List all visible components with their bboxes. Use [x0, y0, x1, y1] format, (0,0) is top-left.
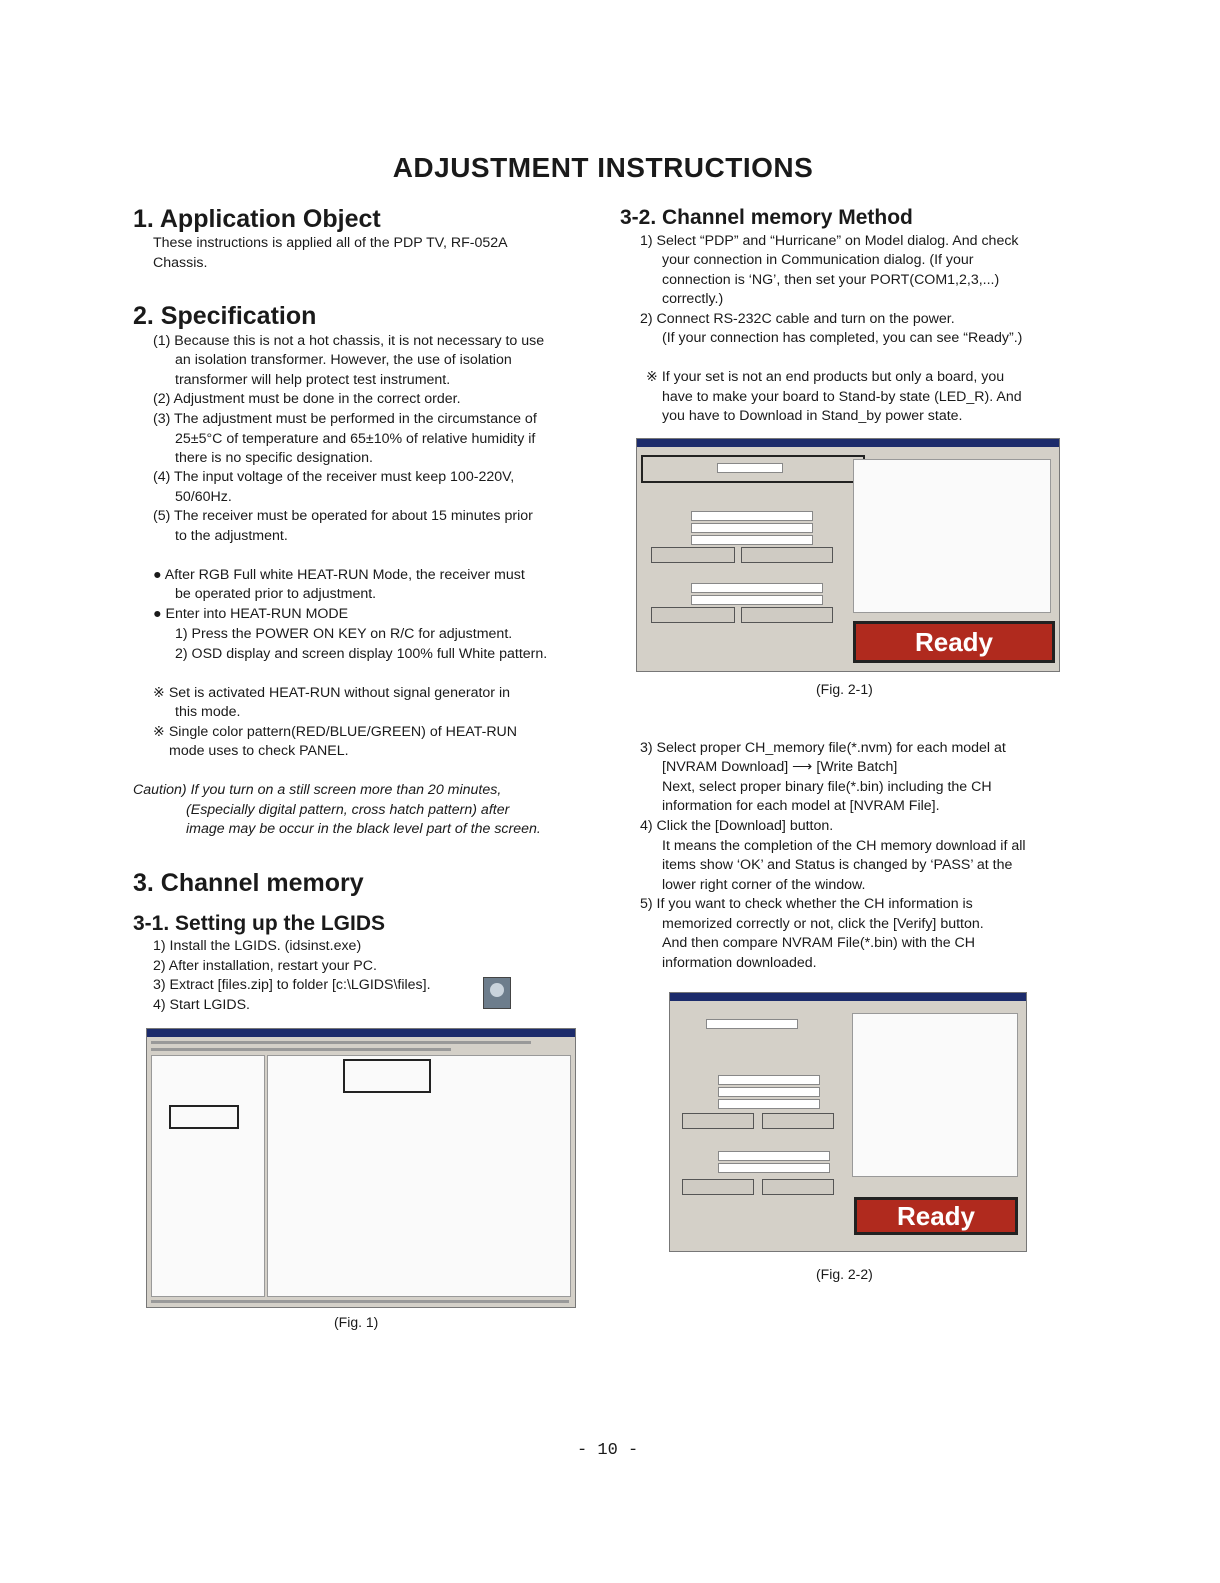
method-note-line: you have to Download in Stand_by power state. — [662, 408, 963, 424]
toolbar — [151, 1048, 451, 1051]
section-1-heading: 1. Application Object — [133, 205, 381, 233]
note-line: ※ Single color pattern(RED/BLUE/GREEN) of HEAT-RUN — [153, 724, 518, 740]
figure-2-2-caption: (Fig. 2-2) — [816, 1266, 873, 1282]
setup-line: 4) Start LGIDS. — [153, 997, 250, 1013]
figure-2-1-screenshot — [636, 438, 1060, 672]
step-line: Next, select proper binary file(*.bin) including the CH — [662, 779, 992, 795]
tree-pane — [151, 1055, 265, 1297]
spec-line: (5) The receiver must be operated for about 15 minutes prior — [153, 508, 533, 524]
model-field — [717, 463, 783, 473]
spec-line: (1) Because this is not a hot chassis, it is not necessary to use — [153, 333, 545, 349]
method-note-line: have to make your board to Stand-by state (LED_R). And — [662, 389, 1022, 405]
step-line: 3) Select proper CH_memory file(*.nvm) for each model at — [640, 740, 1006, 756]
spec-line: 25±5°C of temperature and 65±10% of relative humidity if — [175, 431, 536, 447]
caution-line: (Especially digital pattern, cross hatch pattern) after — [186, 802, 510, 818]
spec-line: (3) The adjustment must be performed in the circumstance of — [153, 411, 537, 427]
step-line: information downloaded. — [662, 955, 817, 971]
ready-indicator: Ready — [854, 1197, 1018, 1235]
section-3-2-heading: 3-2. Channel memory Method — [620, 206, 913, 229]
step-line: It means the completion of the CH memory download if all — [662, 838, 1026, 854]
spec-line: (2) Adjustment must be done in the correct order. — [153, 391, 461, 407]
section-1-line-1: These instructions is applied all of the PDP TV, RF-052A — [153, 235, 508, 251]
bullet-line: ● After RGB Full white HEAT-RUN Mode, the receiver must — [153, 567, 525, 583]
step-line: [NVRAM Download] ⟶ [Write Batch] — [662, 759, 898, 775]
section-3-heading: 3. Channel memory — [133, 869, 364, 897]
setup-line: 2) After installation, restart your PC. — [153, 958, 377, 974]
file-field — [718, 1163, 830, 1173]
file-field — [691, 523, 813, 533]
bullet-line: ● Enter into HEAT-RUN MODE — [153, 606, 349, 622]
step-line: And then compare NVRAM File(*.bin) with the CH — [662, 935, 976, 951]
note-line: this mode. — [175, 704, 241, 720]
file-field — [718, 1099, 820, 1109]
file-field — [691, 595, 823, 605]
file-field — [691, 583, 823, 593]
method-line: correctly.) — [662, 291, 724, 307]
verify-button — [762, 1113, 834, 1129]
note-line: ※ Set is activated HEAT-RUN without signal generator in — [153, 685, 511, 701]
highlight-box — [169, 1105, 239, 1129]
caution-line: Caution) If you turn on a still screen more than 20 minutes, — [133, 782, 502, 798]
zip-file-icon — [483, 977, 511, 1009]
download-button — [682, 1113, 754, 1129]
ready-indicator: Ready — [853, 621, 1055, 663]
page-title: ADJUSTMENT INSTRUCTIONS — [392, 152, 814, 183]
download-button — [651, 607, 735, 623]
caution-line: image may be occur in the black level part of the screen. — [186, 821, 541, 837]
figure-2-2-screenshot — [669, 992, 1027, 1252]
step-line: information for each model at [NVRAM File]. — [662, 798, 940, 814]
step-line: lower right corner of the window. — [662, 877, 866, 893]
file-field — [718, 1151, 830, 1161]
spec-line: transformer will help protect test instrument. — [175, 372, 451, 388]
model-field — [706, 1019, 798, 1029]
highlight-box — [343, 1059, 431, 1093]
bullet-line: be operated prior to adjustment. — [175, 586, 377, 602]
menu-bar — [151, 1041, 531, 1044]
file-field — [691, 535, 813, 545]
spec-line: 50/60Hz. — [175, 489, 232, 505]
section-1-line-2: Chassis. — [153, 255, 208, 271]
figure-2-1-caption: (Fig. 2-1) — [816, 681, 873, 697]
figure-1-caption: (Fig. 1) — [334, 1314, 379, 1330]
page-number: - 10 - — [577, 1441, 639, 1460]
status-bar — [151, 1300, 569, 1303]
spec-line: to the adjustment. — [175, 528, 288, 544]
window-titlebar — [147, 1029, 575, 1037]
step-line: memorized correctly or not, click the [Verify] button. — [662, 916, 984, 932]
method-line: 1) Select “PDP” and “Hurricane” on Model dialog. And check — [640, 233, 1019, 249]
bullet-line: 1) Press the POWER ON KEY on R/C for adjustment. — [175, 626, 513, 642]
verify-button — [741, 607, 833, 623]
verify-button — [741, 547, 833, 563]
download-button — [651, 547, 735, 563]
setup-line: 3) Extract [files.zip] to folder [c:\LGIDS\files]. — [153, 977, 431, 993]
file-field — [691, 511, 813, 521]
download-button — [682, 1179, 754, 1195]
step-line: items show ‘OK’ and Status is changed by ‘PASS’ at the — [662, 857, 1013, 873]
status-pane — [853, 459, 1051, 613]
file-field — [718, 1075, 820, 1085]
window-titlebar — [637, 439, 1059, 447]
spec-line: (4) The input voltage of the receiver must keep 100-220V, — [153, 469, 515, 485]
note-line: mode uses to check PANEL. — [169, 743, 349, 759]
section-3-1-heading: 3-1. Setting up the LGIDS — [133, 912, 386, 935]
step-line: 5) If you want to check whether the CH information is — [640, 896, 973, 912]
spec-line: an isolation transformer. However, the use of isolation — [175, 352, 512, 368]
verify-button — [762, 1179, 834, 1195]
step-line: 4) Click the [Download] button. — [640, 818, 834, 834]
figure-1-screenshot — [146, 1028, 576, 1308]
method-line: connection is ‘NG’, then set your PORT(COM1,2,3,...) — [662, 272, 1000, 288]
status-pane — [852, 1013, 1018, 1177]
setup-line: 1) Install the LGIDS. (idsinst.exe) — [153, 938, 362, 954]
section-2-heading: 2. Specification — [133, 302, 317, 330]
method-line: (If your connection has completed, you can see “Ready”.) — [662, 330, 1023, 346]
method-line: 2) Connect RS-232C cable and turn on the power. — [640, 311, 955, 327]
method-note-line: ※ If your set is not an end products but only a board, you — [646, 369, 1005, 385]
spec-line: there is no specific designation. — [175, 450, 373, 466]
bullet-line: 2) OSD display and screen display 100% full White pattern. — [175, 646, 548, 662]
method-line: your connection in Communication dialog. (If your — [662, 252, 974, 268]
window-titlebar — [670, 993, 1026, 1001]
file-field — [718, 1087, 820, 1097]
